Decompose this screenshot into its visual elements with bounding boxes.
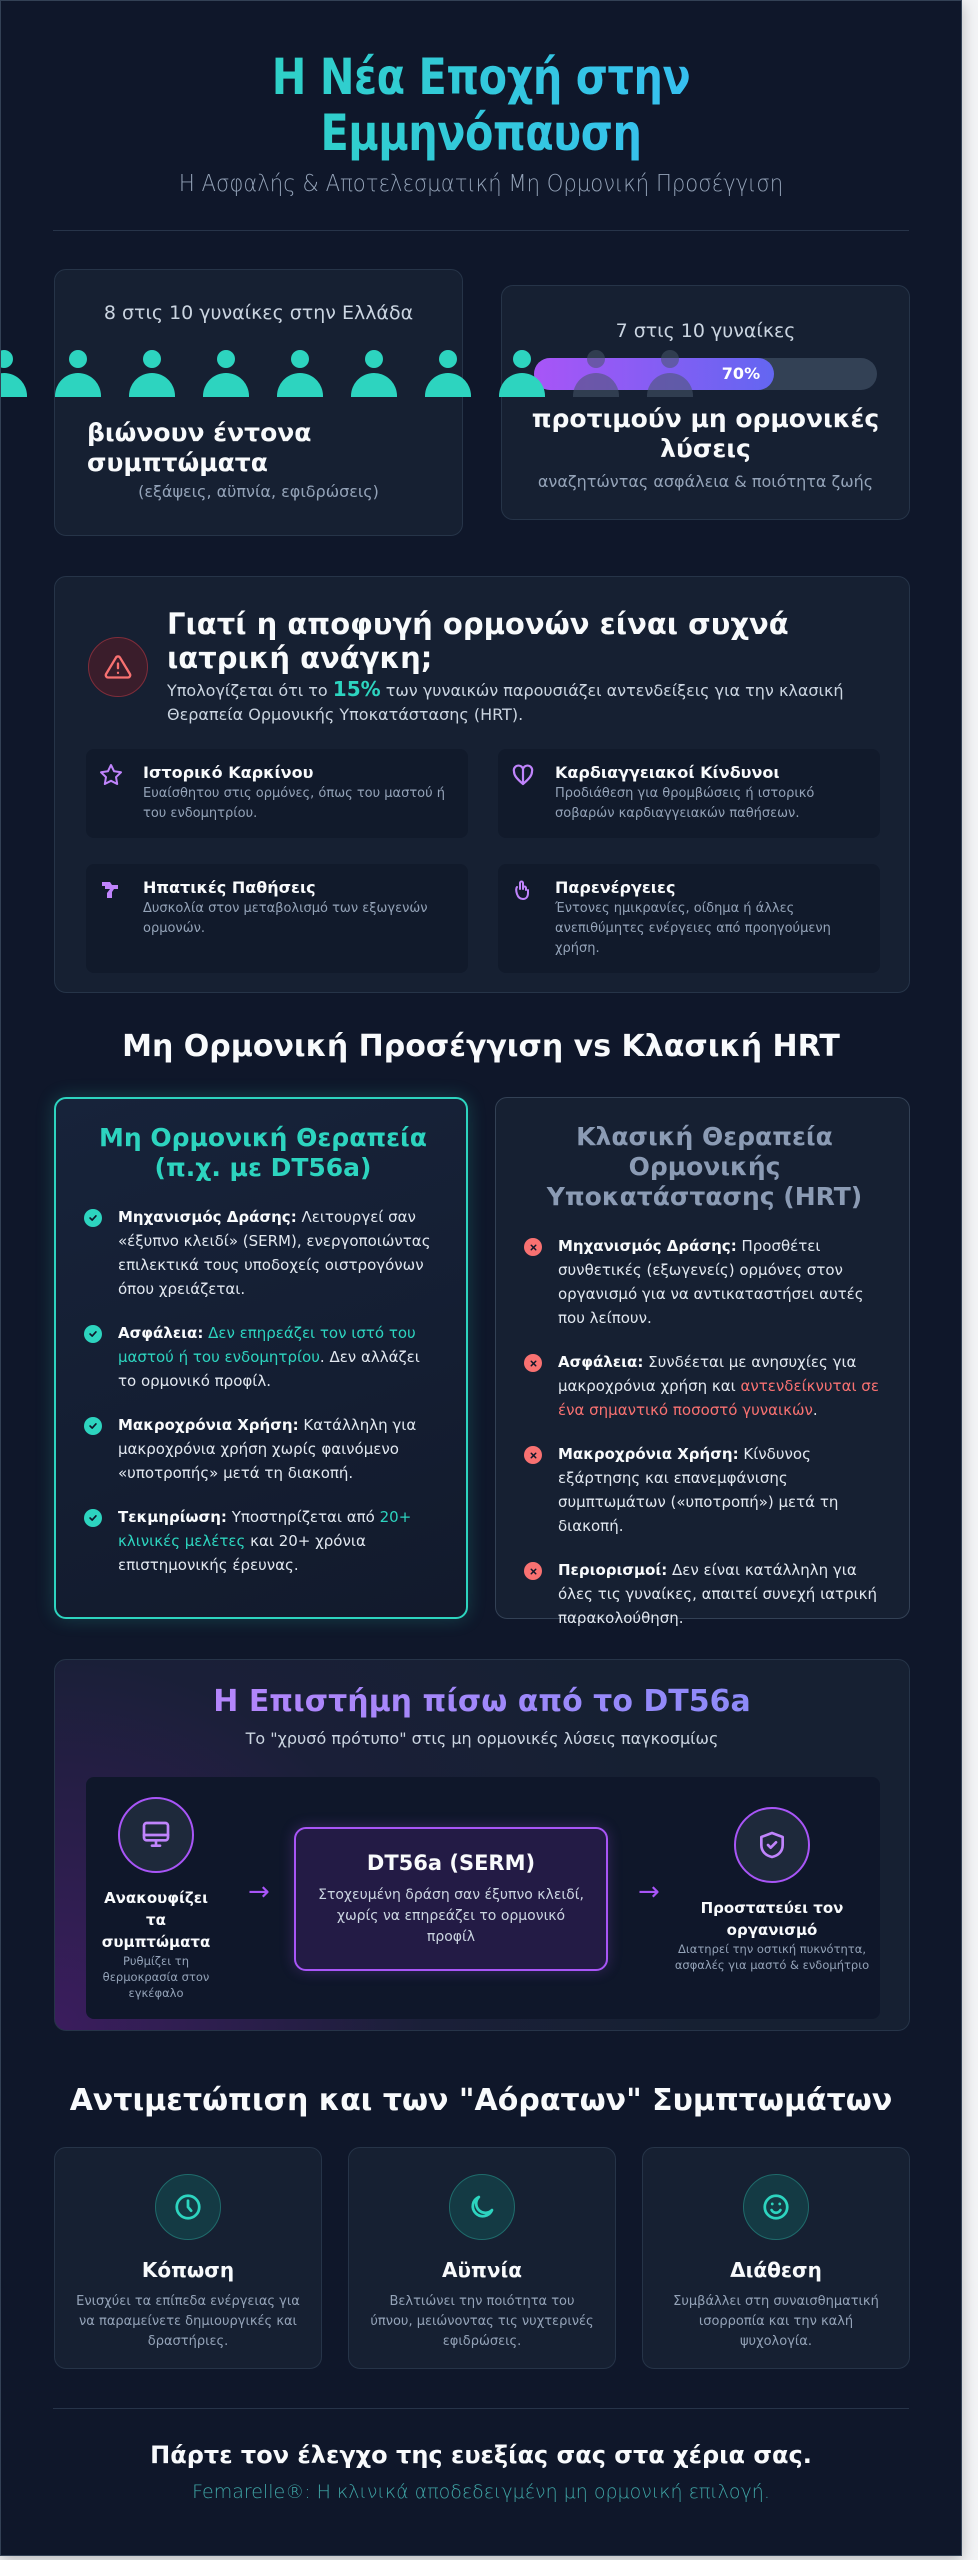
highlight-percent: 15% xyxy=(332,677,381,701)
box-title: DT56a (SERM) xyxy=(366,1851,536,1875)
person-icon xyxy=(129,348,175,400)
person-icon-row xyxy=(0,348,961,400)
divider xyxy=(53,2408,909,2409)
footer-subtitle: Femarelle®: Η κλινικά αποδεδειγμένη μη ορμονική επιλογή. xyxy=(192,2481,770,2503)
step-title: Προστατεύει τον οργανισμό xyxy=(700,1899,844,1939)
card-text: Συμβάλλει στη συναισθηματική ισορροπία και την καλή ψυχολογία. xyxy=(673,2294,879,2349)
progress-fill: 70% xyxy=(534,358,774,390)
header xyxy=(1,1,961,197)
person-icon xyxy=(203,348,249,400)
contraindication-item xyxy=(86,864,468,973)
comparison-item: Ασφάλεια: Δεν επηρεάζει τον ιστό του μαστού ή του ενδομητρίου. Δεν αλλάζει το ορμονικό προφίλ. xyxy=(84,1321,442,1393)
symptom-card-mood xyxy=(642,2147,910,2369)
comparison-item: Μηχανισμός Δράσης: Προσθέτει συνθετικές (εξωγενείς) ορμόνες στον οργανισμό για να αντικαταστήσει αυτές που λείπουν. xyxy=(524,1234,885,1330)
section-text xyxy=(167,677,867,727)
non-hormonal-card xyxy=(54,1097,468,1619)
monitor-icon xyxy=(118,1797,194,1873)
page-subtitle: Η Ασφαλής & Αποτελεσματική Μη Ορμονική Προσέγγιση xyxy=(178,171,784,197)
check-circle-icon xyxy=(84,1325,102,1343)
hrt-card xyxy=(495,1097,910,1627)
card-title: Διάθεση xyxy=(730,2258,822,2282)
check-circle-icon xyxy=(84,1209,102,1227)
stat-title: προτιμούν μη ορμονικές λύσεις xyxy=(531,404,880,463)
text-part: Υπολογίζεται ότι το xyxy=(167,681,333,700)
person-icon xyxy=(647,348,693,400)
stat-note: (εξάψεις, αϋπνία, εφιδρώσεις) xyxy=(138,482,379,501)
arrow-right-icon: → xyxy=(248,1877,270,1907)
comparison-item: Ασφάλεια: Συνδέεται με ανησυχίες για μακροχρόνια χρήση και αντενδείκνυται σε ένα σημαντικό ποσοστό γυναικών. xyxy=(524,1350,885,1422)
x-circle-icon xyxy=(524,1446,542,1464)
shield-check-icon xyxy=(734,1807,810,1883)
stat-title: βιώνουν έντονα συμπτώματα xyxy=(87,418,312,477)
comparison-title: Μη Ορμονική Προσέγγιση vs Κλασική HRT xyxy=(122,1029,840,1064)
card-title: Μη Ορμονική Θεραπεία (π.χ. με DT56a) xyxy=(99,1123,427,1182)
person-icon xyxy=(425,348,471,400)
benefits-list xyxy=(84,1205,442,1577)
card-text: Ενισχύει τα επίπεδα ενέργειας για να παραμείνετε δημιουργικές και δραστήριες. xyxy=(76,2294,300,2349)
mechanism-flow xyxy=(86,1777,880,2019)
smile-icon xyxy=(743,2174,809,2240)
page-title: Η Νέα Εποχή στην Εμμηνόπαυση xyxy=(196,49,766,161)
drawbacks-list xyxy=(524,1234,885,1630)
section-title: Η Επιστήμη πίσω από το DT56a xyxy=(55,1684,909,1719)
comparison-item: Τεκμηρίωση: Υποστηρίζεται από 20+ κλινικές μελέτες και 20+ χρόνια επιστημονικής έρευνας. xyxy=(84,1505,442,1577)
why-section xyxy=(54,576,910,993)
x-circle-icon xyxy=(524,1238,542,1256)
card-title: Αϋπνία xyxy=(442,2258,522,2282)
comparison-item: Μηχανισμός Δράσης: Λειτουργεί σαν «έξυπνο κλειδί» (SERM), ενεργοποιώντας επιλεκτικά τους υποδοχείς οιστρογόνων όπου χρειάζεται. xyxy=(84,1205,442,1301)
warning-triangle-icon xyxy=(88,637,148,697)
section-title: Γιατί η αποφυγή ορμονών είναι συχνά ιατρική ανάγκη; xyxy=(167,607,789,675)
stat-note: αναζητώντας ασφάλεια & ποιότητα ζωής xyxy=(537,472,874,491)
symptom-card-insomnia xyxy=(348,2147,616,2369)
person-icon xyxy=(573,348,619,400)
item-text: Ευαίσθητου στις ορμόνες, όπως του μαστού ή του ενδομητρίου. xyxy=(143,786,446,821)
clock-icon xyxy=(155,2174,221,2240)
heart-icon xyxy=(511,763,537,789)
text-part: των γυναικών παρουσιάζει αντενδείξεις για την κλασική Θεραπεία Ορμονικής Υποκατάστασης (HRT). xyxy=(167,681,844,724)
comparison-item: Περιορισμοί: Δεν είναι κατάλληλη για όλες τις γυναίκες, απαιτεί συνεχή ιατρική παρακολούθηση. xyxy=(524,1558,885,1630)
comparison-item: Μακροχρόνια Χρήση: Κίνδυνος εξάρτησης και επανεμφάνισης συμπτωμάτων («υποτροπή») μετά τη διακοπή. xyxy=(524,1442,885,1538)
person-icon xyxy=(55,348,101,400)
card-text: Βελτιώνει την ποιότητα του ύπνου, μειώνοντας τις νυχτερινές εφιδρώσεις. xyxy=(370,2294,594,2349)
comparison-item: Μακροχρόνια Χρήση: Κατάλληλη για μακροχρόνια χρήση χωρίς φαινόμενο «υποτροπής» μετά τη διακοπή. xyxy=(84,1413,442,1485)
x-circle-icon xyxy=(524,1562,542,1580)
contraindication-item xyxy=(86,749,468,838)
step-text: Διατηρεί την οστική πυκνότητα, ασφαλές για μαστό & ενδομήτριο xyxy=(674,1942,870,1972)
step-text: Ρυθμίζει τη θερμοκρασία στον εγκέφαλο xyxy=(102,1954,210,2000)
x-circle-icon xyxy=(524,1354,542,1372)
hand-icon xyxy=(511,878,537,904)
liver-icon xyxy=(99,878,125,904)
card-title: Κόπωση xyxy=(141,2258,235,2282)
item-title: Ιστορικό Καρκίνου xyxy=(143,763,314,782)
item-title: Παρενέργειες xyxy=(555,878,676,897)
contraindication-item xyxy=(498,749,880,838)
footer-title: Πάρτε τον έλεγχο της ευεξίας σας στα χέρια σας. xyxy=(150,2441,812,2469)
stat-card-preference xyxy=(501,285,910,520)
invisible-symptoms-title: Αντιμετώπιση και των "Αόρατων" Συμπτωμάτων xyxy=(69,2083,893,2118)
person-icon xyxy=(277,348,323,400)
flow-step-relief xyxy=(96,1797,216,2001)
symptom-card-fatigue xyxy=(54,2147,322,2369)
item-text: Έντονες ημικρανίες, οίδημα ή άλλες ανεπιθύμητες ενέργειες από προηγούμενη χρήση. xyxy=(555,901,831,956)
dt56a-box xyxy=(294,1827,608,1971)
section-subtitle: Το "χρυσό πρότυπο" στις μη ορμονικές λύσεις παγκοσμίως xyxy=(245,1729,719,1748)
divider xyxy=(53,230,909,231)
person-icon xyxy=(499,348,545,400)
person-icon xyxy=(0,348,27,400)
stat-card-symptoms xyxy=(54,269,463,536)
step-title: Ανακουφίζει τα συμπτώματα xyxy=(101,1889,211,1951)
arrow-right-icon: → xyxy=(638,1877,660,1907)
card-title: Κλασική Θεραπεία Ορμονικής Υποκατάστασης (HRT) xyxy=(546,1122,863,1211)
item-title: Καρδιαγγειακοί Κίνδυνοι xyxy=(555,763,780,782)
item-text: Προδιάθεση για θρομβώσεις ή ιστορικό σοβαρών καρδιαγγειακών παθήσεων. xyxy=(555,786,815,821)
check-circle-icon xyxy=(84,1417,102,1435)
contraindications-grid xyxy=(86,749,880,973)
science-section xyxy=(54,1659,910,2031)
box-text: Στοχευμένη δράση σαν έξυπνο κλειδί, χωρίς να επηρεάζει το ορμονικό προφίλ xyxy=(318,1887,584,1945)
item-title: Ηπατικές Παθήσεις xyxy=(143,878,316,897)
moon-icon xyxy=(449,2174,515,2240)
star-icon xyxy=(99,763,125,789)
person-icon xyxy=(351,348,397,400)
stat-lead: 7 στις 10 γυναίκες xyxy=(615,320,796,342)
item-text: Δυσκολία στον μεταβολισμό των εξωγενών ορμονών. xyxy=(143,901,428,936)
check-circle-icon xyxy=(84,1509,102,1527)
flow-step-protection xyxy=(672,1807,872,1973)
contraindication-item xyxy=(498,864,880,973)
stat-lead: 8 στις 10 γυναίκες στην Ελλάδα xyxy=(103,302,414,324)
